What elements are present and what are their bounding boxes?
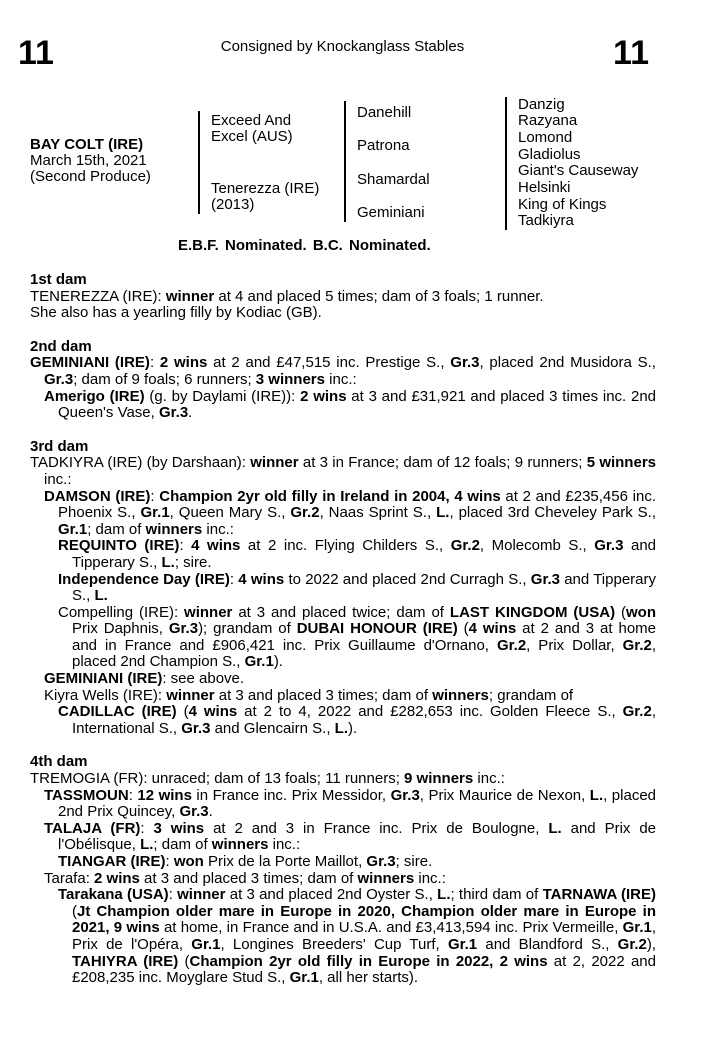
pedigree-ggp-4: Gladiolus — [518, 146, 581, 163]
dam3-produce-requinto: REQUINTO (IRE): 4 wins at 2 inc. Flying Childers S., Gr.2, Molecomb S., Gr.3 and Tipperary S., L.; sire. — [58, 537, 657, 571]
dam4-produce-tarafa: Tarafa: 2 wins at 3 and placed 3 times; dam of winners inc.: — [44, 869, 446, 887]
consignor-line: Consigned by Knockanglass Stables — [220, 38, 465, 55]
dam2-entry: GEMINIANI (IRE): 2 wins at 2 and £47,515 inc. Prestige S., Gr.3, placed 2nd Musidora S., Gr.3; dam of 9 foals; 6 runners; 3 winners inc.: — [30, 354, 656, 388]
pedigree-grandsire-1: Danehill — [357, 104, 412, 121]
pedigree-ggp-2: Razyana — [518, 112, 578, 129]
dam1-note: She also has a yearling filly by Kodiac (GB). — [30, 304, 322, 322]
dam3-produce-kiyra-wells: Kiyra Wells (IRE): winner at 3 and placed 3 times; dam of winners; grandam of — [44, 686, 574, 704]
pedigree-divider-2 — [344, 101, 346, 222]
pedigree-ggp-3: Lomond — [518, 129, 573, 146]
section-heading-3rd-dam: 3rd dam — [30, 437, 89, 455]
pedigree-grandsire-2: Shamardal — [357, 171, 430, 188]
pedigree-ggp-6: Helsinki — [518, 179, 571, 196]
dam3-produce-damson: DAMSON (IRE): Champion 2yr old filly in Ireland in 2004, 4 wins at 2 and £235,456 inc. Phoenix S., Gr.1, Queen Mary S., Gr.2, Naas Sprint S., L., placed 3rd Cheveley Park S., Gr.1; dam of winners inc.: — [44, 487, 657, 538]
dam2-produce-amerigo: Amerigo (IRE) (g. by Daylami (IRE)): 2 wins at 3 and £31,921 and placed 3 times inc. 2nd Queen's Vase, Gr.3. — [44, 387, 656, 422]
dam4-produce-tassmoun: TASSMOUN: 12 wins in France inc. Prix Messidor, Gr.3, Prix Maurice de Nexon, L., placed 2nd Prix Quincey, Gr.3. — [44, 786, 656, 821]
dam4-entry: TREMOGIA (FR): unraced; dam of 13 foals; 11 runners; 9 winners inc.: — [30, 770, 505, 788]
section-heading-2nd-dam: 2nd dam — [30, 337, 92, 355]
horse-foaled: March 15th, 2021 — [30, 152, 147, 169]
catalogue-body — [30, 272, 656, 987]
section-heading-1st-dam: 1st dam — [30, 271, 87, 288]
dam3-entry: TADKIYRA (IRE) (by Darshaan): winner at 3 in France; dam of 12 foals; 9 runners; 5 winners inc.: — [30, 454, 656, 488]
pedigree-granddam-2: Geminiani — [357, 204, 425, 221]
dam4-produce-talaja: TALAJA (FR): 3 wins at 2 and 3 in France inc. Prix de Boulogne, L. and Prix de l'Obélisque, L.; dam of winners inc.: — [44, 819, 657, 854]
pedigree-divider-3 — [505, 97, 507, 230]
horse-note: (Second Produce) — [30, 168, 151, 185]
lot-number-left: 11 — [18, 34, 54, 72]
pedigree-granddam-1: Patrona — [357, 137, 410, 154]
dam3-produce-compelling: Compelling (IRE): winner at 3 and placed twice; dam of LAST KINGDOM (USA) (won Prix Daphnis, Gr.3); grandam of DUBAI HONOUR (IRE) (4 wins at 2 and 3 at home and in France and £906,421 inc. Prix Guillaume d'Ornano, Gr.2, Prix Dollar, Gr.2, placed 2nd Champion S., Gr.1). — [58, 603, 656, 671]
pedigree-ggp-5: Giant's Causeway — [518, 162, 639, 179]
dam3-produce-cadillac: CADILLAC (IRE) (4 wins at 2 to 4, 2022 and £282,653 inc. Golden Fleece S., Gr.2, International S., Gr.3 and Glencairn S., L.). — [58, 703, 656, 737]
pedigree-sire: Exceed And Excel (AUS) — [211, 112, 293, 145]
pedigree-ggp-8: Tadkiyra — [518, 212, 574, 229]
horse-title: BAY COLT (IRE) — [30, 136, 144, 153]
dam3-produce-geminiani: GEMINIANI (IRE): see above. — [44, 670, 245, 688]
pedigree-divider-1 — [198, 111, 200, 214]
dam4-produce-tarakana: Tarakana (USA): winner at 3 and placed 2nd Oyster S., L.; third dam of TARNAWA (IRE) (Jt Champion older mare in Europe in 2020, Champion older mare in Europe in 2021, 9 wins at home, in France and in U.S.A. and £3,413,594 inc. Prix Vermeille, Gr.1, Prix de l'Opéra, Gr.1, Longines Breeders' Cup Turf, Gr.1 and Blandford S., Gr.2), TAHIYRA (IRE) (Champion 2yr old filly in Europe in 2022, 2 wins at 2, 2022 and £208,235 inc. Moyglare Stud S., Gr.1, all her starts). — [58, 886, 657, 987]
pedigree-ggp-1: Danzig — [518, 96, 565, 113]
pedigree-dam: Tenerezza (IRE) (2013) — [211, 180, 320, 213]
horse-details — [30, 137, 151, 185]
pedigree-ggp-7: King of Kings — [518, 196, 607, 213]
dam4-produce-tiangar: TIANGAR (IRE): won Prix de la Porte Maillot, Gr.3; sire. — [58, 853, 433, 870]
section-heading-4th-dam: 4th dam — [30, 753, 88, 771]
dam3-produce-independence-day: Independence Day (IRE): 4 wins to 2022 and placed 2nd Curragh S., Gr.3 and Tipperary S., L. — [58, 570, 657, 605]
lot-number-right: 11 — [613, 34, 649, 72]
dam1-entry: TENEREZZA (IRE): winner at 4 and placed 5 times; dam of 3 foals; 1 runner. — [30, 287, 544, 305]
nominations: E.B.F. Nominated. B.C. Nominated. — [178, 237, 431, 254]
